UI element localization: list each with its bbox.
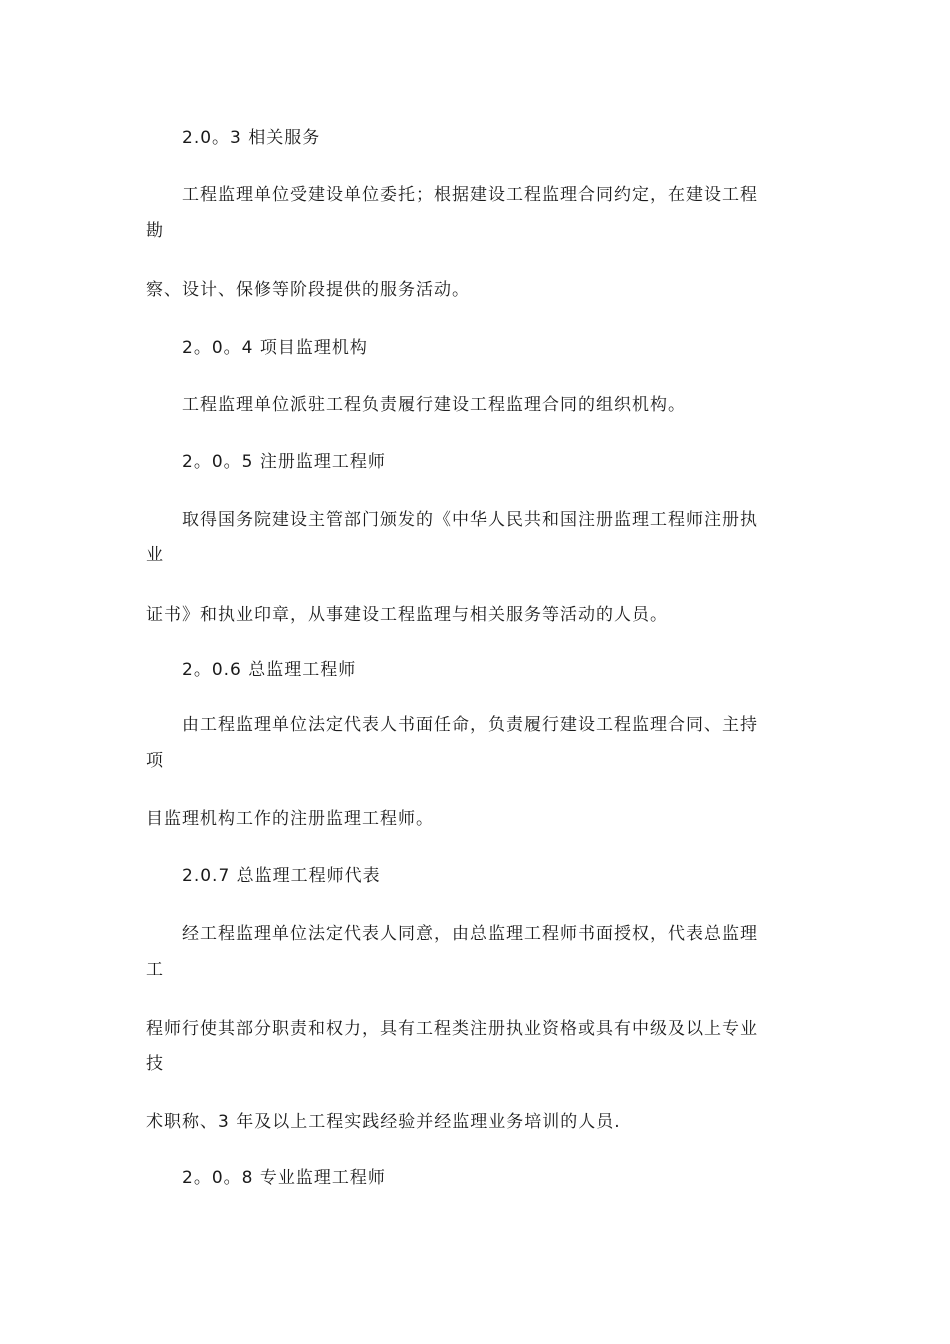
paragraph-line: 工 (146, 960, 164, 980)
paragraph-line: 证书》和执业印章，从事建设工程监理与相关服务等活动的人员。 (146, 605, 668, 625)
paragraph-line: 术职称、3 年及以上工程实践经验并经监理业务培训的人员. (146, 1112, 621, 1132)
paragraph-line: 程师行使其部分职责和权力，具有工程类注册执业资格或具有中级及以上专业 (146, 1019, 758, 1039)
section-heading-2-0-4: 2。0。4 项目监理机构 (182, 338, 368, 358)
section-heading-2-0-3: 2.0。3 相关服务 (182, 128, 321, 148)
paragraph-line: 由工程监理单位法定代表人书面任命，负责履行建设工程监理合同、主持 (182, 715, 758, 735)
paragraph-line: 工程监理单位派驻工程负责履行建设工程监理合同的组织机构。 (182, 395, 686, 415)
paragraph-line: 目监理机构工作的注册监理工程师。 (146, 809, 434, 829)
paragraph-line: 经工程监理单位法定代表人同意，由总监理工程师书面授权，代表总监理 (182, 924, 758, 944)
paragraph-line: 业 (146, 545, 164, 565)
paragraph-line: 勘 (146, 221, 164, 241)
paragraph-line: 取得国务院建设主管部门颁发的《中华人民共和国注册监理工程师注册执 (182, 510, 758, 530)
section-heading-2-0-8: 2。0。8 专业监理工程师 (182, 1168, 386, 1188)
paragraph-line: 察、设计、保修等阶段提供的服务活动。 (146, 280, 470, 300)
section-heading-2-0-5: 2。0。5 注册监理工程师 (182, 452, 386, 472)
section-heading-2-0-7: 2.0.7 总监理工程师代表 (182, 866, 381, 886)
paragraph-line: 工程监理单位受建设单位委托；根据建设工程监理合同约定，在建设工程 (182, 185, 758, 205)
paragraph-line: 技 (146, 1054, 164, 1074)
paragraph-line: 项 (146, 751, 164, 771)
section-heading-2-0-6: 2。0.6 总监理工程师 (182, 660, 357, 680)
